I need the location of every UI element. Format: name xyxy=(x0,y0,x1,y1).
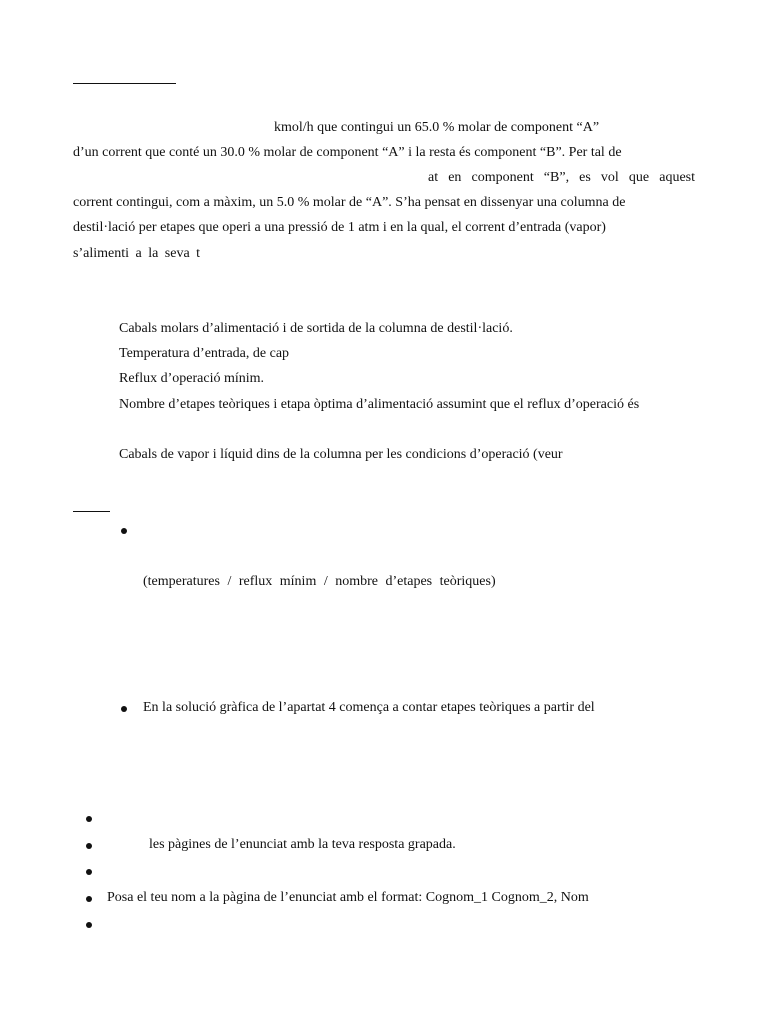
paragraph-line-2: d’un corrent que conté un 30.0 % molar de component “A” i la resta és component “B”. Per tal de xyxy=(73,145,622,160)
notes-heading-underline xyxy=(73,511,110,512)
question-2: Temperatura d’entrada, de cap xyxy=(119,346,290,361)
heading-underline xyxy=(73,83,176,84)
instruction-4: Posa el teu nom a la pàgina de l’enunciat amb el format: Cognom_1 Cognom_2, Nom xyxy=(107,890,589,905)
note-1-detail: (temperatures / reflux mínim / nombre d’etapes teòriques) xyxy=(143,574,496,589)
instruction-bullet-3 xyxy=(86,869,92,875)
paragraph-line-6: s’alimenti a la seva t xyxy=(73,246,201,261)
question-1: Cabals molars d’alimentació i de sortida de la columna de destil·lació. xyxy=(119,321,513,336)
paragraph-line-5: destil·lació per etapes que operi a una pressió de 1 atm i en la qual, el corrent d’entrada (vapor) xyxy=(73,220,606,235)
instruction-bullet-5 xyxy=(86,922,92,928)
instruction-bullet-2 xyxy=(86,843,92,849)
instruction-bullet-1 xyxy=(86,816,92,822)
instruction-bullet-4 xyxy=(86,896,92,902)
paragraph-line-1: kmol/h que contingui un 65.0 % molar de component “A” xyxy=(274,120,600,135)
instruction-2: les pàgines de l’enunciat amb la teva resposta grapada. xyxy=(149,837,456,852)
question-3: Reflux d’operació mínim. xyxy=(119,371,265,386)
paragraph-line-3: at en component “B”, es vol que aquest xyxy=(428,170,695,185)
question-4: Nombre d’etapes teòriques i etapa òptima d’alimentació assumint que el reflux d’operació és xyxy=(119,397,640,412)
notes-bullet-2 xyxy=(121,706,127,712)
question-5: Cabals de vapor i líquid dins de la columna per les condicions d’operació (veur xyxy=(119,447,563,462)
notes-bullet-1 xyxy=(121,528,127,534)
paragraph-line-4: corrent contingui, com a màxim, un 5.0 % molar de “A”. S’ha pensat en dissenyar una columna de xyxy=(73,195,626,210)
note-2: En la solució gràfica de l’apartat 4 comença a contar etapes teòriques a partir del xyxy=(143,700,595,715)
